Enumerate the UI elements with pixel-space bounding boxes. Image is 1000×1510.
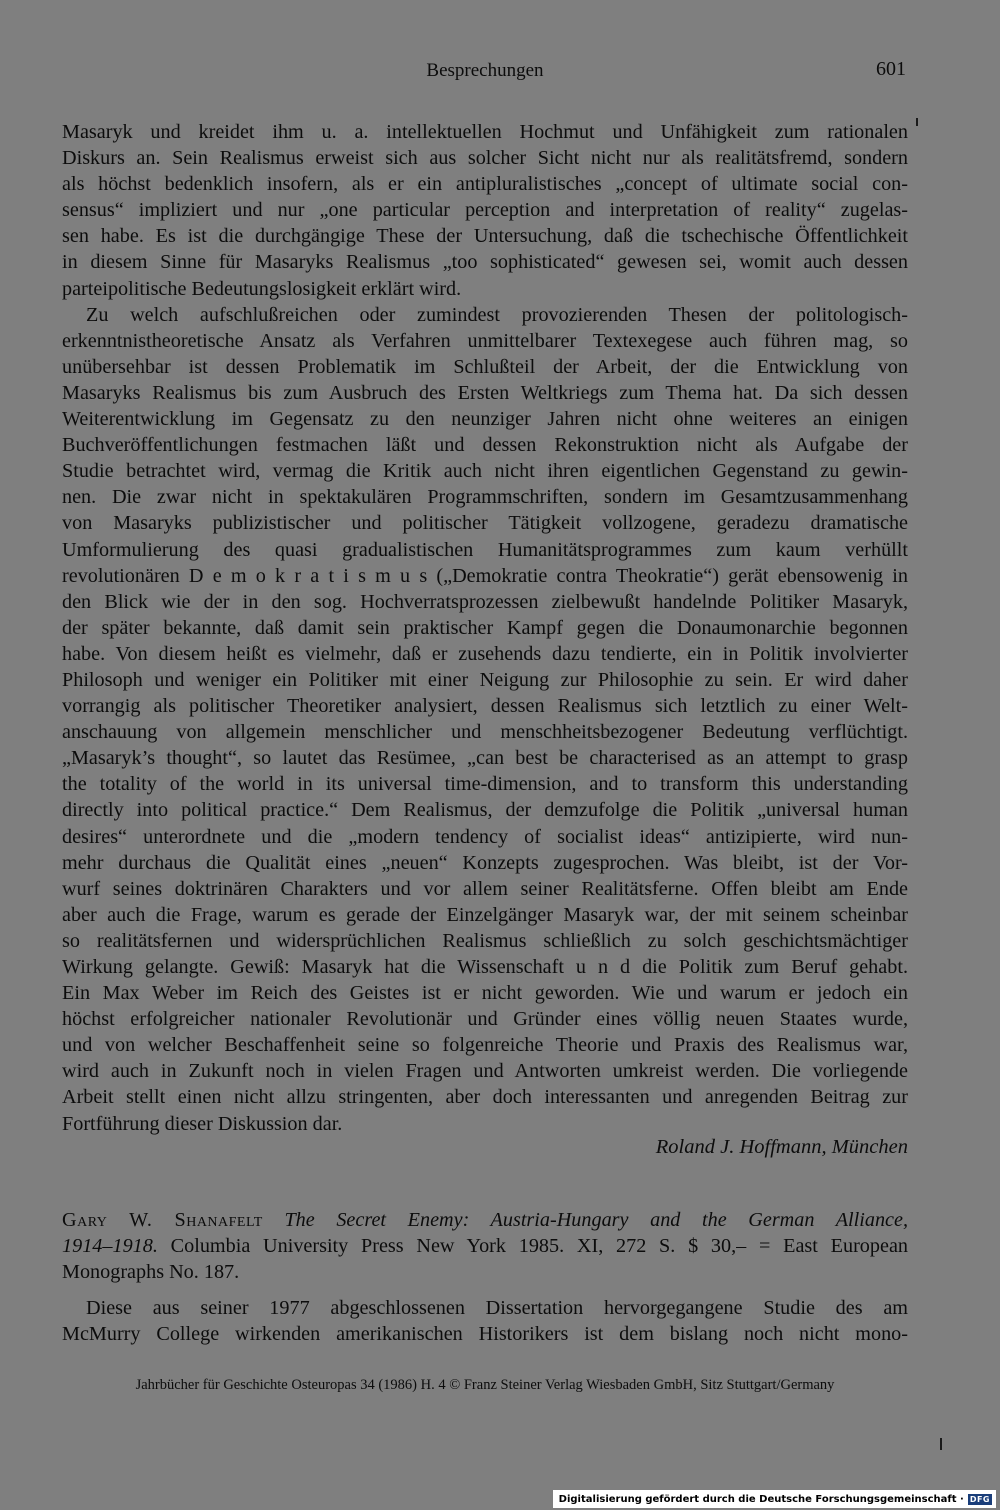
text-line: nen. Die zwar nicht in spektakulären Programmschriften, sondern im Gesamtzusammenhang	[62, 486, 908, 509]
text-line: Buchveröffentlichungen festmachen läßt und dessen Rekonstruktion nicht als Aufgabe der	[62, 434, 908, 457]
bibliographic-entry	[62, 1207, 908, 1285]
text-line: sensus“ impliziert und nur „one particular perception and interpretation of reality“ zugelas-	[62, 199, 908, 222]
text-line: der später bekannte, daß damit sein praktischer Kampf gegen die Donaumonarchie begonnen	[62, 616, 908, 639]
text-line: McMurry College wirkenden amerikanischen Historikers ist dem bislang noch nicht mono-	[62, 1323, 908, 1345]
text-line: in diesem Sinne für Masaryks Realismus „too sophisticated“ gewesen sei, womit auch dessen	[62, 251, 908, 274]
text-line: wurf seines doktrinären Charakters und vor allem seiner Realitätsferne. Offen bleibt am Ende	[62, 877, 908, 900]
running-head-title: Besprechungen	[426, 60, 544, 81]
biblio-line	[62, 1207, 908, 1233]
text-line: höchst erfolgreicher nationaler Revolutionär und Gründer eines völlig neuen Staates wurde,	[62, 1008, 908, 1031]
scan-speck	[940, 1438, 942, 1450]
dfg-logo: DFG	[969, 1494, 990, 1504]
text-line: parteipolitische Bedeutungslosigkeit erklärt wird.	[62, 277, 462, 300]
text-line: Ein Max Weber im Reich des Geistes ist er nicht geworden. Wie und warum er jedoch ein	[62, 982, 908, 1005]
digitization-credit-text: Digitalisierung gefördert durch die Deutsche Forschungsgemeinschaft ·	[558, 1493, 964, 1505]
biblio-line: Monographs No. 187.	[62, 1261, 240, 1283]
text-line: als höchst bedenklich insofern, als er ein antipluralistisches „concept of ultimate social con-	[62, 173, 908, 196]
text-line: Zu welch aufschlußreichen oder zumindest provozierenden Thesen der politologisch-	[86, 303, 908, 326]
text-line: von Masaryks publizistischer und politischer Tätigkeit vollzogene, geradezu dramatische	[62, 512, 908, 535]
text-line: Studie betrachtet wird, vermag die Kritik auch nicht ihren eigentlichen Gegenstand zu gewin-	[62, 460, 908, 483]
text-line: aber auch die Frage, warum es gerade der Einzelgänger Masaryk war, der mit seinem scheinbar	[62, 903, 908, 926]
text-line: Wirkung gelangte. Gewiß: Masaryk hat die Wissenschaft u n d die Politik zum Beruf gehabt.	[62, 956, 908, 978]
text-line: Umformulierung des quasi gradualistischen Humanitätsprogrammes zum kaum verhüllt	[62, 538, 908, 561]
text-line: „Masaryk’s thought“, so lautet das Resümee, „can best be characterised as an attempt to grasp	[62, 747, 908, 770]
text-line: desires“ unterordnete und die „modern tendency of socialist ideas“ antizipierte, wird nun-	[62, 825, 908, 848]
next-review-body	[62, 1295, 908, 1347]
text-line: Philosoph und weniger ein Politiker mit einer Neigung zur Philosophie zu sein. Er wird daher	[62, 668, 908, 691]
text-line: unübersehbar ist dessen Problematik im Schlußteil der Arbeit, der die Entwicklung von	[62, 355, 908, 378]
book-years: 1914–1918.	[62, 1235, 158, 1257]
text-line: Masaryks Realismus bis zum Ausbruch des Ersten Weltkriegs zum Thema hat. Da sich dessen	[62, 381, 908, 404]
text-line: Diskurs an. Sein Realismus erweist sich aus solcher Sicht nicht nur als realitätsfremd, sondern	[62, 147, 908, 170]
book-title: The Secret Enemy: Austria-Hungary and the German Alliance,	[284, 1209, 909, 1231]
text-line: revolutionären D e m o k r a t i s m u s („Demokratie contra Theokratie“) gerät ebensowenig in	[62, 564, 908, 587]
text-line: erkenntnistheoretische Ansatz als Verfahren unmittelbarer Textexegese auch führen mag, so	[62, 329, 908, 352]
text-line: directly into political practice.“ Dem Realismus, der demzufolge die Politik „universal human	[62, 799, 908, 822]
text-line: so realitätsfernen und widersprüchlichen Realismus schließlich zu solch geschichtsmächtiger	[62, 929, 908, 952]
text-line: the totality of the world in its universal time-dimension, and to transform this understanding	[62, 773, 908, 796]
text-line: sen habe. Es ist die durchgängige These der Untersuchung, daß die tschechische Öffentlichkeit	[62, 225, 908, 248]
text-line: und von welcher Beschaffenheit seine so folgenreiche Theorie und Praxis des Realismus war,	[62, 1034, 908, 1057]
book-publication-details: Columbia University Press New York 1985. XI, 272 S. $ 30,– = East European	[170, 1235, 908, 1257]
digitization-credit	[553, 1490, 996, 1508]
text-line: wird auch in Zukunft noch in vielen Fragen und Antworten umkreist werden. Die vorliegende	[62, 1060, 908, 1083]
text-line: Arbeit stellt einen nicht allzu stringenten, aber doch interessanten und anregenden Beitrag zur	[62, 1086, 908, 1109]
book-author: Gary W. Shanafelt	[62, 1209, 263, 1231]
page-number: 601	[876, 58, 906, 80]
text-line: mehr durchaus die Qualität eines „neuen“ Konzepts zugesprochen. Was bleibt, ist der Vor-	[62, 851, 908, 874]
text-line: Fortführung dieser Diskussion dar.	[62, 1112, 343, 1135]
scan-speck	[916, 118, 918, 126]
text-line: Diese aus seiner 1977 abgeschlossenen Dissertation hervorgegangene Studie des am	[86, 1297, 908, 1319]
text-line: Weiterentwicklung im Gegensatz zu den neunziger Jahren nicht ohne weiteres an einigen	[62, 408, 908, 431]
text-line: habe. Von diesem heißt es vielmehr, daß er zusehends dazu tendierte, ein in Politik involvierter	[62, 642, 908, 665]
text-line: vorrangig als politischer Theoretiker analysiert, dessen Realismus sich letztlich zu einer Welt-	[62, 695, 908, 718]
text-line: anschauung von allgemein menschlicher und menschheitsbezogener Bedeutung verflüchtigt.	[62, 721, 908, 744]
text-line: Masaryk und kreidet ihm u. a. intellektuellen Hochmut und Unfähigkeit zum rationalen	[62, 121, 908, 143]
journal-footer: Jahrbücher für Geschichte Osteuropas 34 (1986) H. 4 © Franz Steiner Verlag Wiesbaden GmbH, Sitz Stuttgart/Germany	[135, 1377, 835, 1393]
biblio-line	[62, 1233, 908, 1259]
reviewer-signature: Roland J. Hoffmann, München	[655, 1136, 908, 1158]
review-body	[62, 119, 908, 1137]
text-line: den Blick wie der in den sog. Hochverratsprozessen zielbewußt handelnde Politiker Masaryk,	[62, 590, 908, 613]
running-head	[62, 56, 908, 86]
